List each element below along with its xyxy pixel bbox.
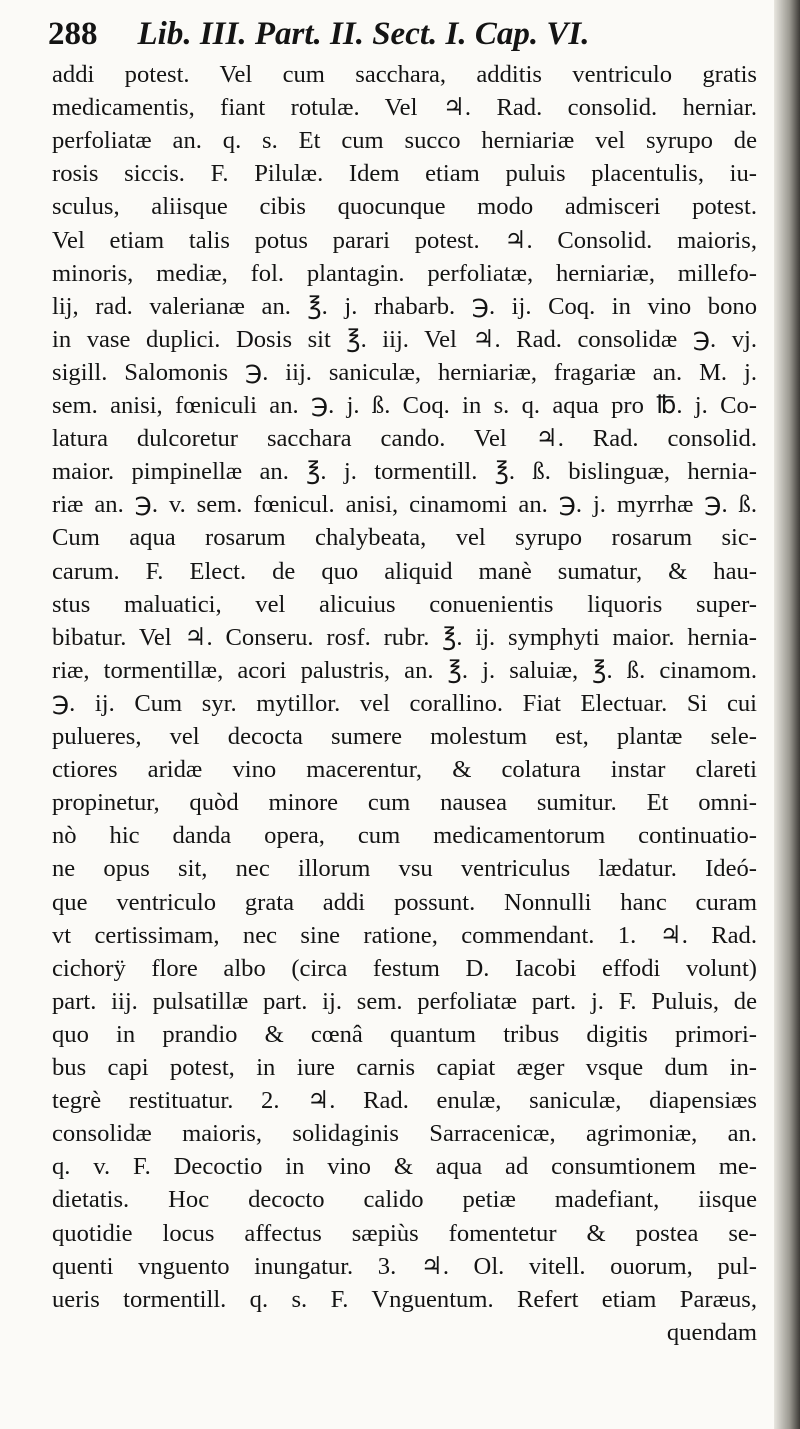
text-line: lij, rad. valerianæ an. ℥. j. rhabarb. ℈. ij. Coq. in vino bono bbox=[52, 292, 757, 320]
text-line: latura dulcoretur sacchara cando. Vel ♃. Rad. consolid. bbox=[52, 425, 757, 453]
text-line: sculus, aliisque cibis quocunque modo admisceri potest. bbox=[52, 193, 757, 221]
page-number: 288 bbox=[48, 16, 98, 52]
text-line: riæ an. ℈. v. sem. fœnicul. anisi, cinamomi an. ℈. j. myrrhæ ℈. ß. bbox=[52, 491, 757, 519]
text-line: que ventriculo grata addi possunt. Nonnulli hanc curam bbox=[52, 888, 757, 916]
text-line: ueris tormentill. q. s. F. Vnguentum. Refert etiam Paræus, bbox=[52, 1285, 757, 1313]
text-line: quendam bbox=[666, 1318, 757, 1346]
text-line: medicamentis, fiant rotulæ. Vel ♃. Rad. consolid. herniar. bbox=[52, 94, 757, 122]
text-line: vt certissimam, nec sine ratione, commendant. 1. ♃. Rad. bbox=[52, 921, 757, 949]
text-line: quenti vnguento inungatur. 3. ♃. Ol. vitell. ouorum, pul- bbox=[52, 1252, 757, 1280]
text-line: nò hic danda opera, cum medicamentorum continuatio- bbox=[52, 822, 757, 850]
text-line: carum. F. Elect. de quo aliquid manè sumatur, & hau- bbox=[52, 557, 757, 585]
text-line: tegrè restituatur. 2. ♃. Rad. enulæ, saniculæ, diapensiæs bbox=[52, 1087, 757, 1115]
text-line: addi potest. Vel cum sacchara, additis ventriculo gratis bbox=[52, 61, 757, 88]
text-line: ℈. ij. Cum syr. mytillor. vel corallino. Fiat Electuar. Si cui bbox=[52, 689, 757, 717]
text-line: stus maluatici, vel alicuius conuenientis liquoris super- bbox=[52, 590, 757, 618]
text-line: sem. anisi, fœniculi an. ℈. j. ß. Coq. in s. q. aqua pro ℔. j. Co- bbox=[52, 392, 757, 419]
text-line: ctiores aridæ vino macerentur, & colatura instar clareti bbox=[52, 756, 757, 784]
running-title: Lib. III. Part. II. Sect. I. Cap. VI. bbox=[137, 16, 590, 52]
text-line: maior. pimpinellæ an. ℥. j. tormentill. ℥. ß. bislinguæ, hernia- bbox=[52, 458, 757, 486]
text-line: quo in prandio & cœnâ quantum tribus digitis primori- bbox=[52, 1020, 757, 1048]
text-line: propinetur, quòd minore cum nausea sumitur. Et omni- bbox=[52, 789, 757, 817]
text-line: bus capi potest, in iure carnis capiat æger vsque dum in- bbox=[52, 1054, 757, 1081]
text-line: Vel etiam talis potus parari potest. ♃. Consolid. maioris, bbox=[52, 226, 757, 254]
text-line: riæ, tormentillæ, acori palustris, an. ℥. j. saluiæ, ℥. ß. cinamom. bbox=[52, 656, 757, 684]
text-line: quotidie locus affectus sæpiùs fomentetur & postea se- bbox=[52, 1219, 757, 1247]
text-line: consolidæ maioris, solidaginis Sarracenicæ, agrimoniæ, an. bbox=[52, 1120, 757, 1148]
text-line: pulueres, vel decocta sumere molestum est, plantæ sele- bbox=[52, 723, 757, 750]
text-line: sigill. Salomonis ℈. iij. saniculæ, herniariæ, fragariæ an. M. j. bbox=[52, 358, 757, 386]
text-line: q. v. F. Decoctio in vino & aqua ad consumtionem me- bbox=[52, 1153, 757, 1181]
page-header bbox=[48, 14, 753, 54]
text-line: rosis siccis. F. Pilulæ. Idem etiam puluis placentulis, iu- bbox=[52, 160, 757, 188]
text-line: bibatur. Vel ♃. Conseru. rosf. rubr. ℥. ij. symphyti maior. hernia- bbox=[52, 623, 757, 651]
text-line: dietatis. Hoc decocto calido petiæ madefiant, iisque bbox=[52, 1186, 757, 1214]
text-line: minoris, mediæ, fol. plantagin. perfoliatæ, herniariæ, millefo- bbox=[52, 259, 757, 287]
text-line: cichorÿ flore albo (circa festum D. Iacobi effodi volunt) bbox=[52, 954, 757, 982]
text-line: Cum aqua rosarum chalybeata, vel syrupo rosarum sic- bbox=[52, 524, 757, 552]
text-line: part. iij. pulsatillæ part. ij. sem. perfoliatæ part. j. F. Puluis, de bbox=[52, 987, 757, 1015]
text-line: ne opus sit, nec illorum vsu ventriculus lædatur. Ideó- bbox=[52, 855, 757, 883]
text-line: perfoliatæ an. q. s. Et cum succo herniariæ vel syrupo de bbox=[52, 127, 757, 155]
text-line: in vase duplici. Dosis sit ℥. iij. Vel ♃. Rad. consolidæ ℈. vj. bbox=[52, 325, 757, 353]
